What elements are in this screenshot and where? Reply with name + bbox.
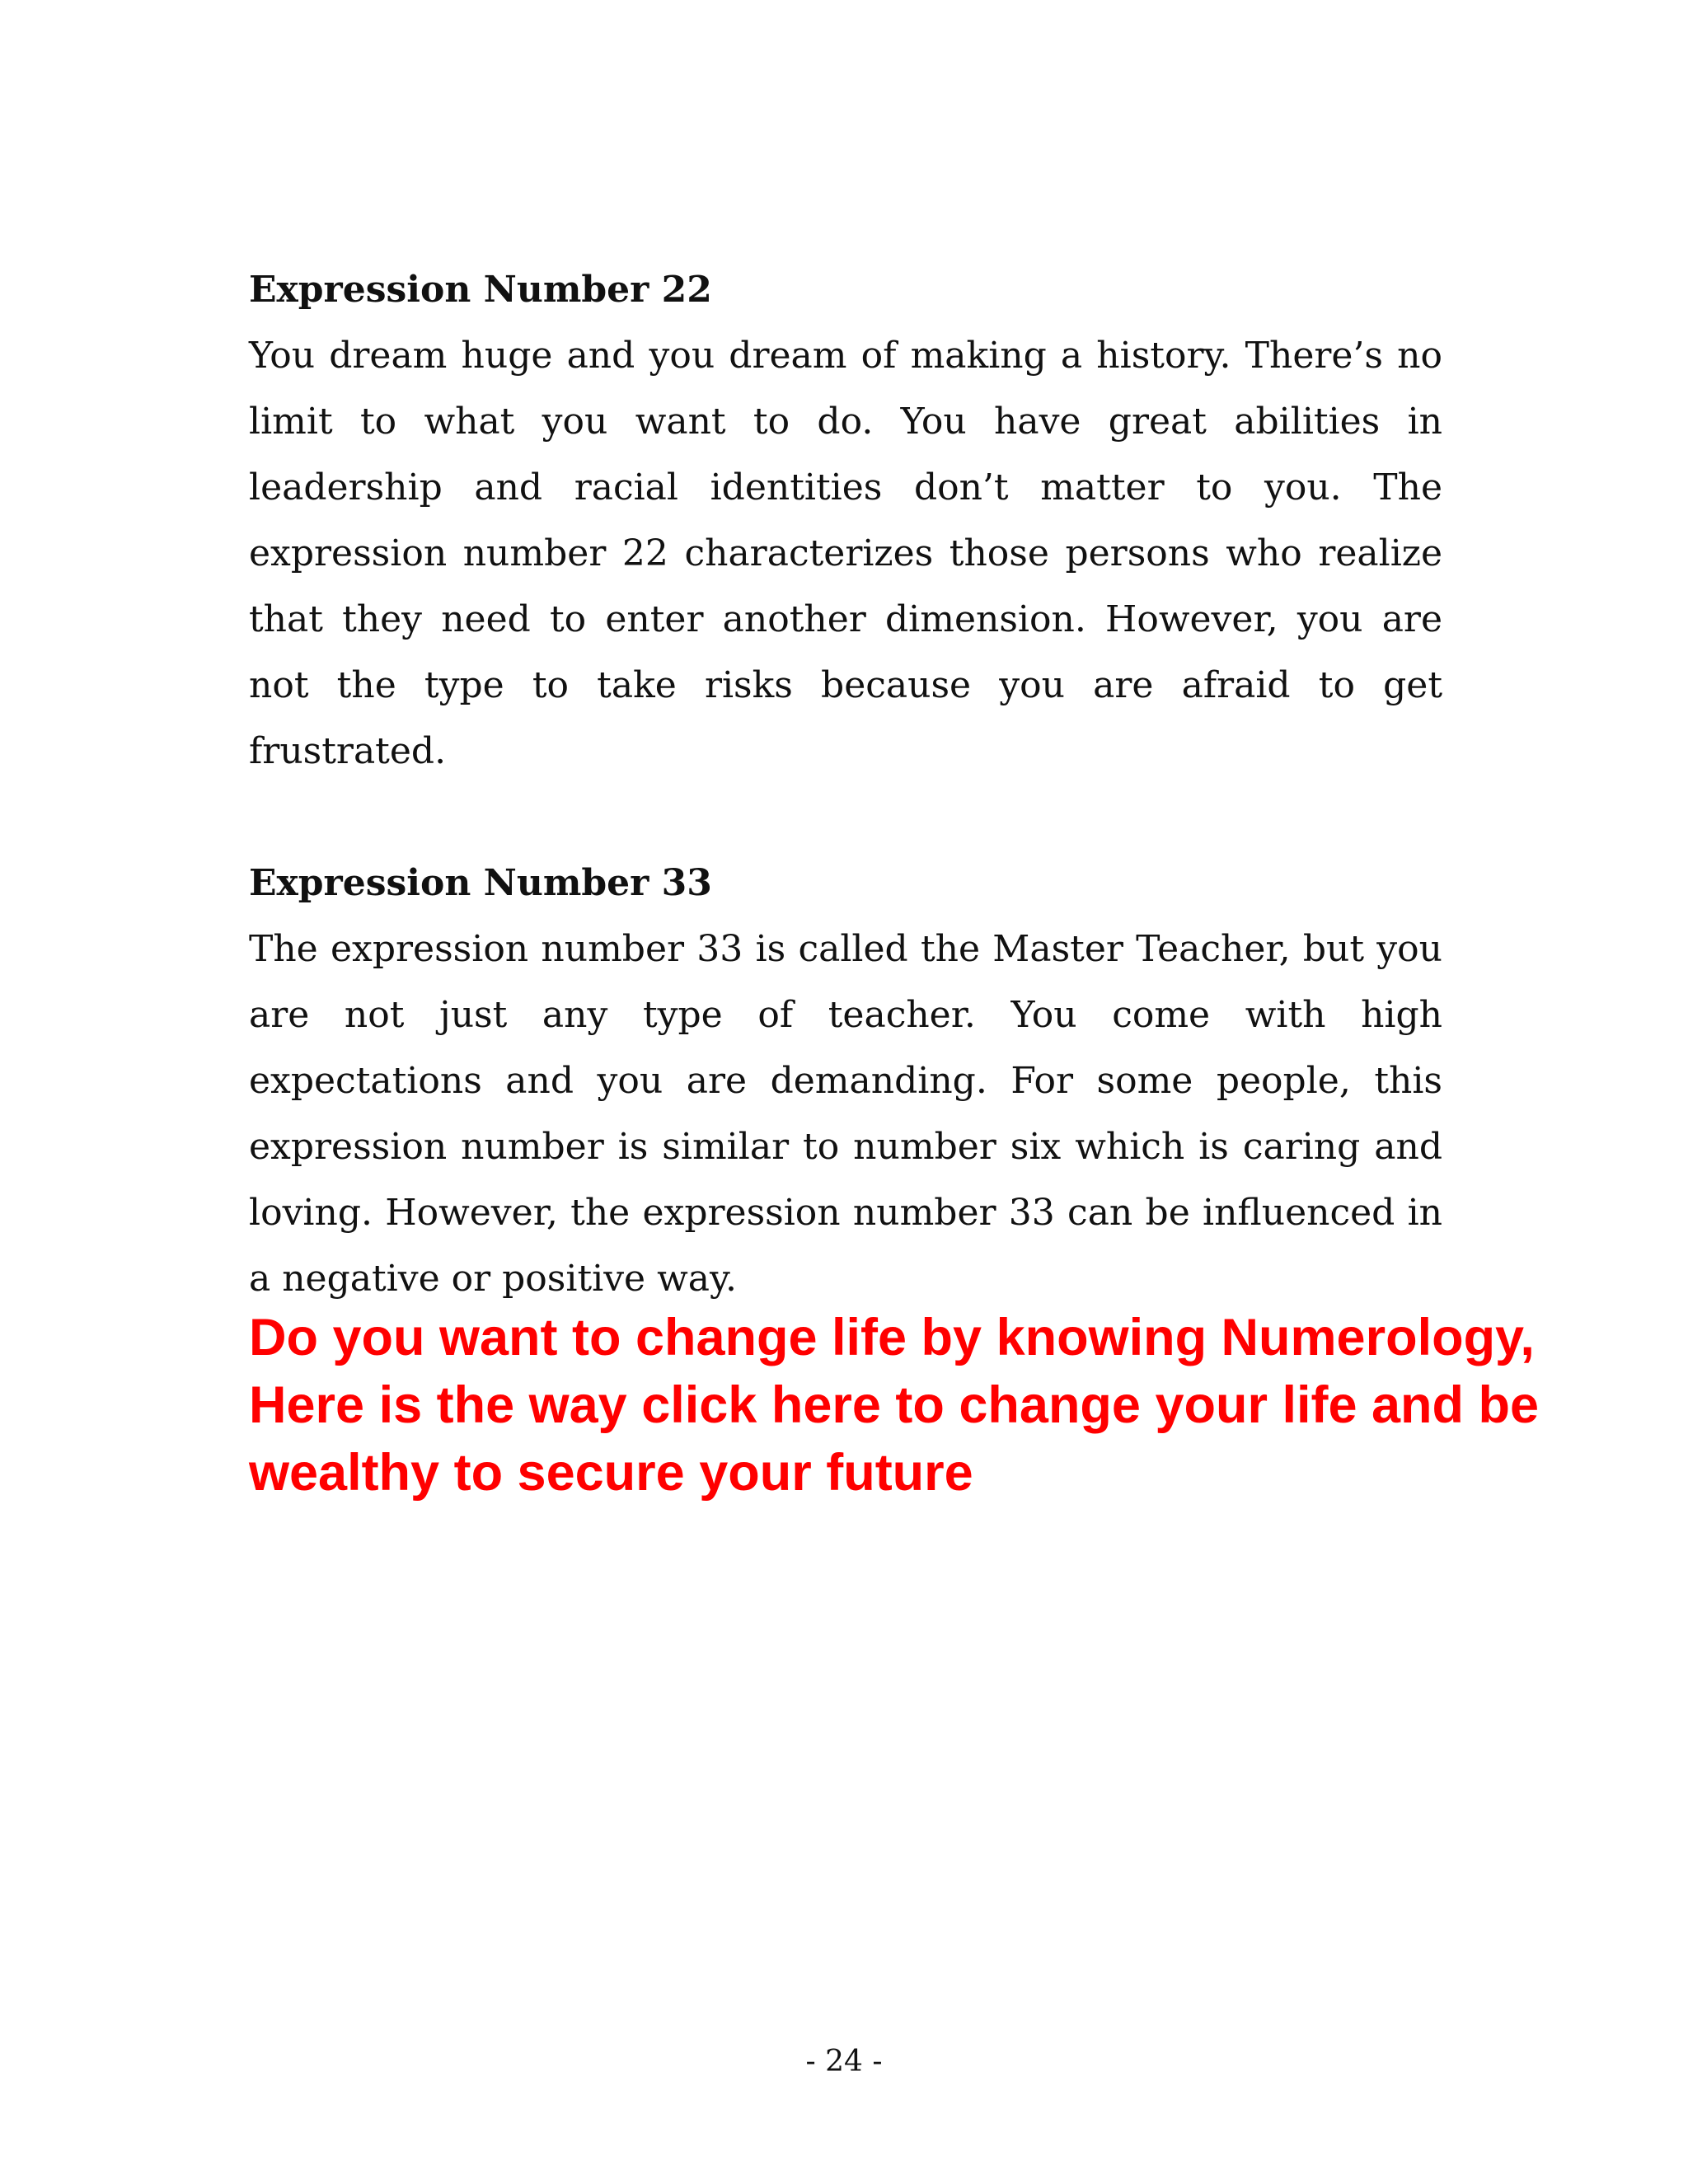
page-number: - 24 - [805,2045,883,2079]
section-heading: Expression Number 22 [249,269,712,311]
main-content [249,257,1442,1312]
section-heading: Expression Number 33 [249,862,712,904]
section-paragraph: The expression number 33 is called the Master Teacher, but you are not just any type of teacher. You come with high expectations and you are demanding. For some people, this expression number is similar to number six which is caring and loving. However, the expression number 33 can be influenced in a negative or positive way. [249,928,1442,1300]
section-paragraph: You dream huge and you dream of making a history. There’s no limit to what you want to do. You have great abilities in leadership and racial identities don’t matter to you. The expression number 22 characterizes those persons who realize that they need to enter another dimension. However, you are not the type to take risks because you are afraid to get frustrated. [249,335,1442,772]
section-expression-33 [249,851,1442,1312]
numerology-promo-link[interactable]: Do you want to change life by knowing Numerology, Here is the way click here to change your life and be wealthy to secure your future [249,1309,1540,1502]
section-expression-22 [249,257,1442,785]
